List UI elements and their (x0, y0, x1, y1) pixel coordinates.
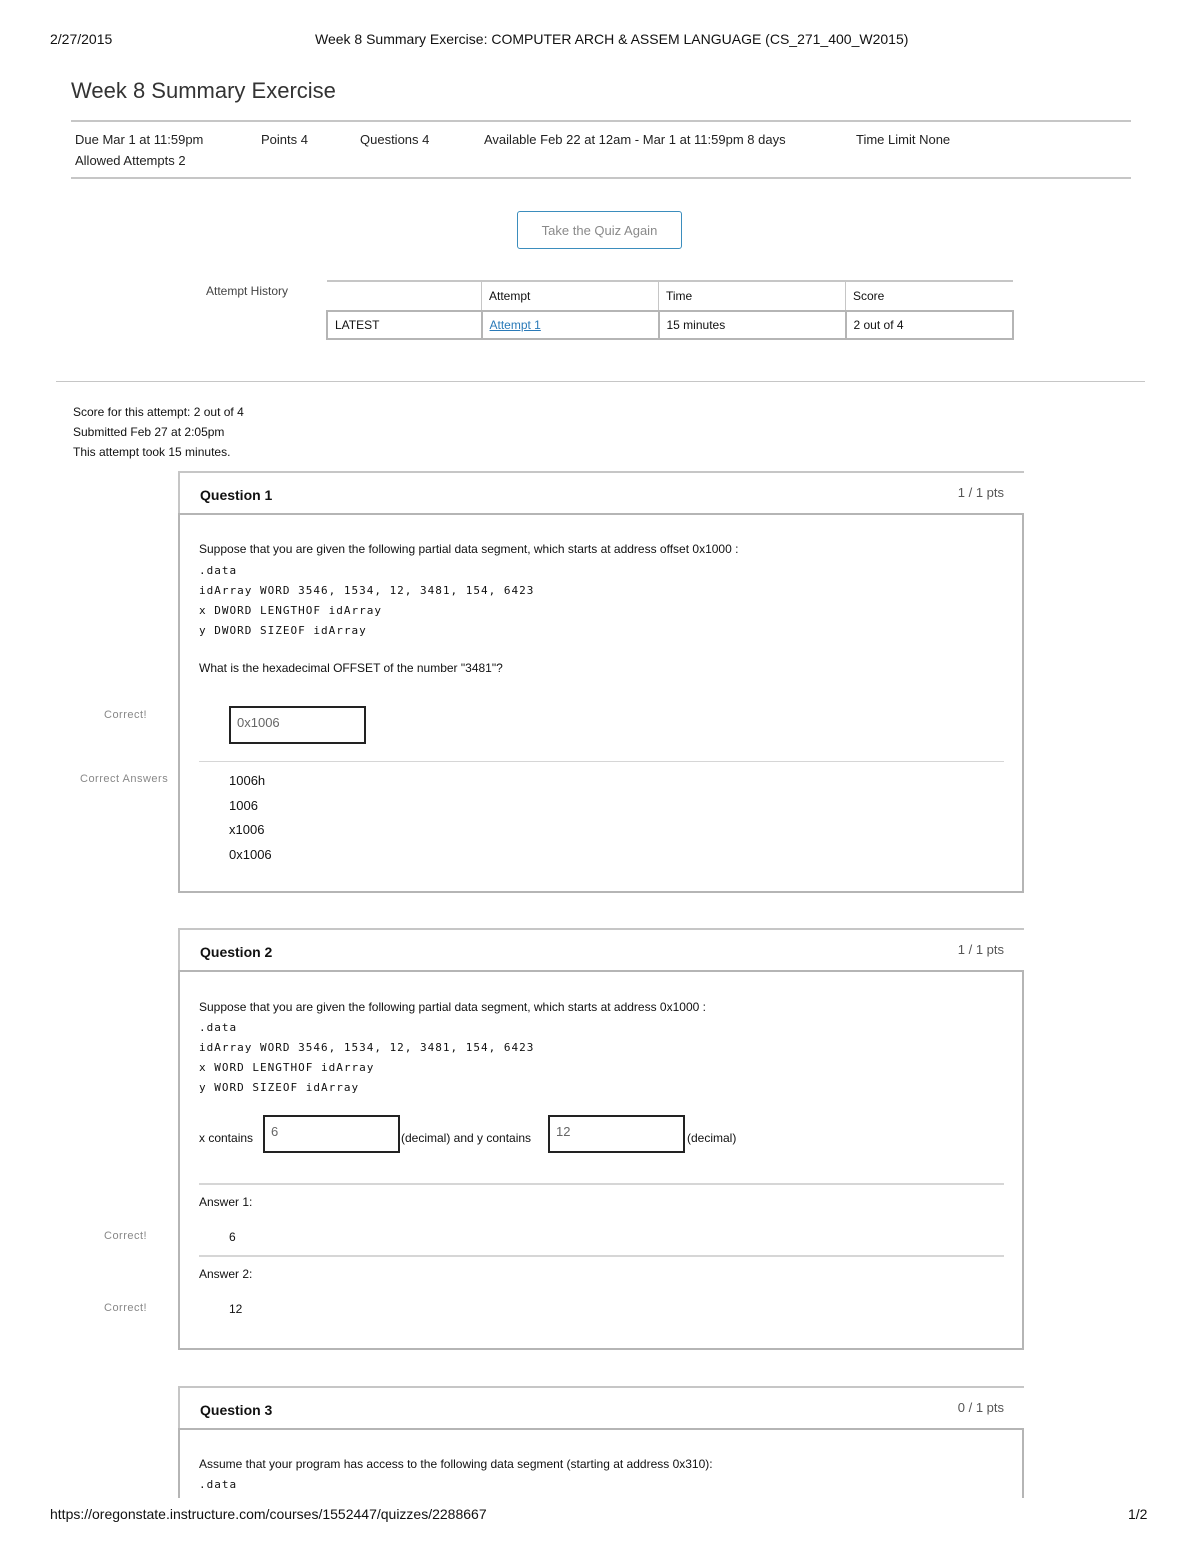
code-line: y WORD SIZEOF idArray (199, 1081, 360, 1094)
attempt-score: 2 out of 4 (846, 311, 1014, 339)
code-line: x WORD LENGTHOF idArray (199, 1061, 375, 1074)
code-line: .data (199, 1478, 238, 1491)
question-1-intro: Suppose that you are given the following partial data segment, which starts at address offset 0x1000 : (199, 542, 739, 556)
header-divider-top (71, 120, 1131, 122)
question-2-body (178, 970, 1024, 1350)
decimal-label: (decimal) (687, 1131, 737, 1145)
code-line: x DWORD LENGTHOF idArray (199, 604, 382, 617)
answer-1-value: 6 (229, 1230, 236, 1244)
attempt-duration: This attempt took 15 minutes. (73, 445, 231, 459)
answer-1-label: Answer 1: (199, 1195, 253, 1209)
answer-2-correct-label: Correct! (104, 1302, 148, 1314)
print-page-number: 1/2 (1128, 1506, 1148, 1522)
page-title: Week 8 Summary Exercise (71, 78, 336, 103)
correct-answer: 0x1006 (229, 847, 272, 862)
question-2-header (178, 928, 1024, 972)
correct-answer: 1006h (229, 773, 266, 788)
section-divider (56, 381, 1145, 382)
print-url: https://oregonstate.instructure.com/courses/1552447/quizzes/2288667 (50, 1506, 487, 1522)
question-3-intro: Assume that your program has access to the following data segment (starting at address 0x310): (199, 1457, 713, 1471)
question-1-body (178, 513, 1024, 893)
attempt-link[interactable]: Attempt 1 (489, 318, 541, 332)
question-1-title: Question 1 (200, 487, 273, 503)
header-cell-attempt: Attempt (482, 281, 659, 311)
attempt-history-header-row (327, 281, 1013, 311)
question-3 (178, 1386, 1024, 1498)
x-contains-label: x contains (199, 1131, 254, 1145)
x-answer-input[interactable]: 6 (263, 1115, 400, 1153)
answer-divider (199, 761, 1004, 762)
answer-1-correct-label: Correct! (104, 1230, 148, 1242)
attempt-submitted: Submitted Feb 27 at 2:05pm (73, 425, 225, 439)
answer-2-label: Answer 2: (199, 1267, 253, 1281)
code-line: idArray WORD 3546, 1534, 12, 3481, 154, 6423 (199, 1041, 535, 1054)
attempt-score: Score for this attempt: 2 out of 4 (73, 405, 244, 419)
question-1 (178, 471, 1024, 891)
correct-answers-label: Correct Answers (80, 773, 169, 785)
question-3-title: Question 3 (200, 1402, 273, 1418)
question-2-intro: Suppose that you are given the following partial data segment, which starts at address 0x1000 : (199, 1000, 706, 1014)
question-3-header (178, 1386, 1024, 1430)
print-page-title: Week 8 Summary Exercise: COMPUTER ARCH & ASSEM LANGUAGE (CS_271_400_W2015) (315, 31, 909, 47)
answer-divider (199, 1255, 1004, 1257)
header-divider-bottom (71, 177, 1131, 179)
availability: Available Feb 22 at 12am - Mar 1 at 11:59pm 8 days (484, 132, 786, 147)
answer-2-value: 12 (229, 1302, 243, 1316)
attempt-status: LATEST (327, 311, 482, 339)
due-date: Due Mar 1 at 11:59pm (75, 132, 204, 147)
code-line: .data (199, 1021, 238, 1034)
question-1-header (178, 471, 1024, 515)
correct-answer: 1006 (229, 798, 258, 813)
answer-divider (199, 1183, 1004, 1185)
allowed-attempts: Allowed Attempts 2 (75, 153, 186, 168)
code-line: .data (199, 564, 238, 577)
points: Points 4 (261, 132, 308, 147)
question-1-points: 1 / 1 pts (957, 485, 1004, 500)
attempt-time: 15 minutes (659, 311, 846, 339)
table-row (327, 311, 1013, 339)
question-1-prompt: What is the hexadecimal OFFSET of the number "3481"? (199, 661, 503, 675)
time-limit: Time Limit None (856, 132, 951, 147)
code-line: idArray WORD 3546, 1534, 12, 3481, 154, 6423 (199, 584, 535, 597)
header-cell-empty (327, 281, 482, 311)
question-2-title: Question 2 (200, 944, 273, 960)
question-2 (178, 928, 1024, 1348)
code-line: y DWORD SIZEOF idArray (199, 624, 367, 637)
question-2-points: 1 / 1 pts (957, 942, 1004, 957)
attempt-cell (482, 311, 659, 339)
y-contains-label: (decimal) and y contains (401, 1131, 532, 1145)
question-1-correct-label: Correct! (104, 709, 148, 721)
print-date: 2/27/2015 (50, 31, 113, 47)
question-count: Questions 4 (360, 132, 430, 147)
y-answer-input[interactable]: 12 (548, 1115, 685, 1153)
header-cell-time: Time (659, 281, 846, 311)
question-3-points: 0 / 1 pts (957, 1400, 1004, 1415)
attempt-history-table (326, 280, 1014, 340)
question-1-answer-input[interactable]: 0x1006 (229, 706, 366, 744)
attempt-history-label: Attempt History (206, 284, 289, 298)
take-quiz-again-button[interactable]: Take the Quiz Again (517, 211, 682, 249)
correct-answer: x1006 (229, 822, 265, 837)
header-cell-score: Score (846, 281, 1014, 311)
